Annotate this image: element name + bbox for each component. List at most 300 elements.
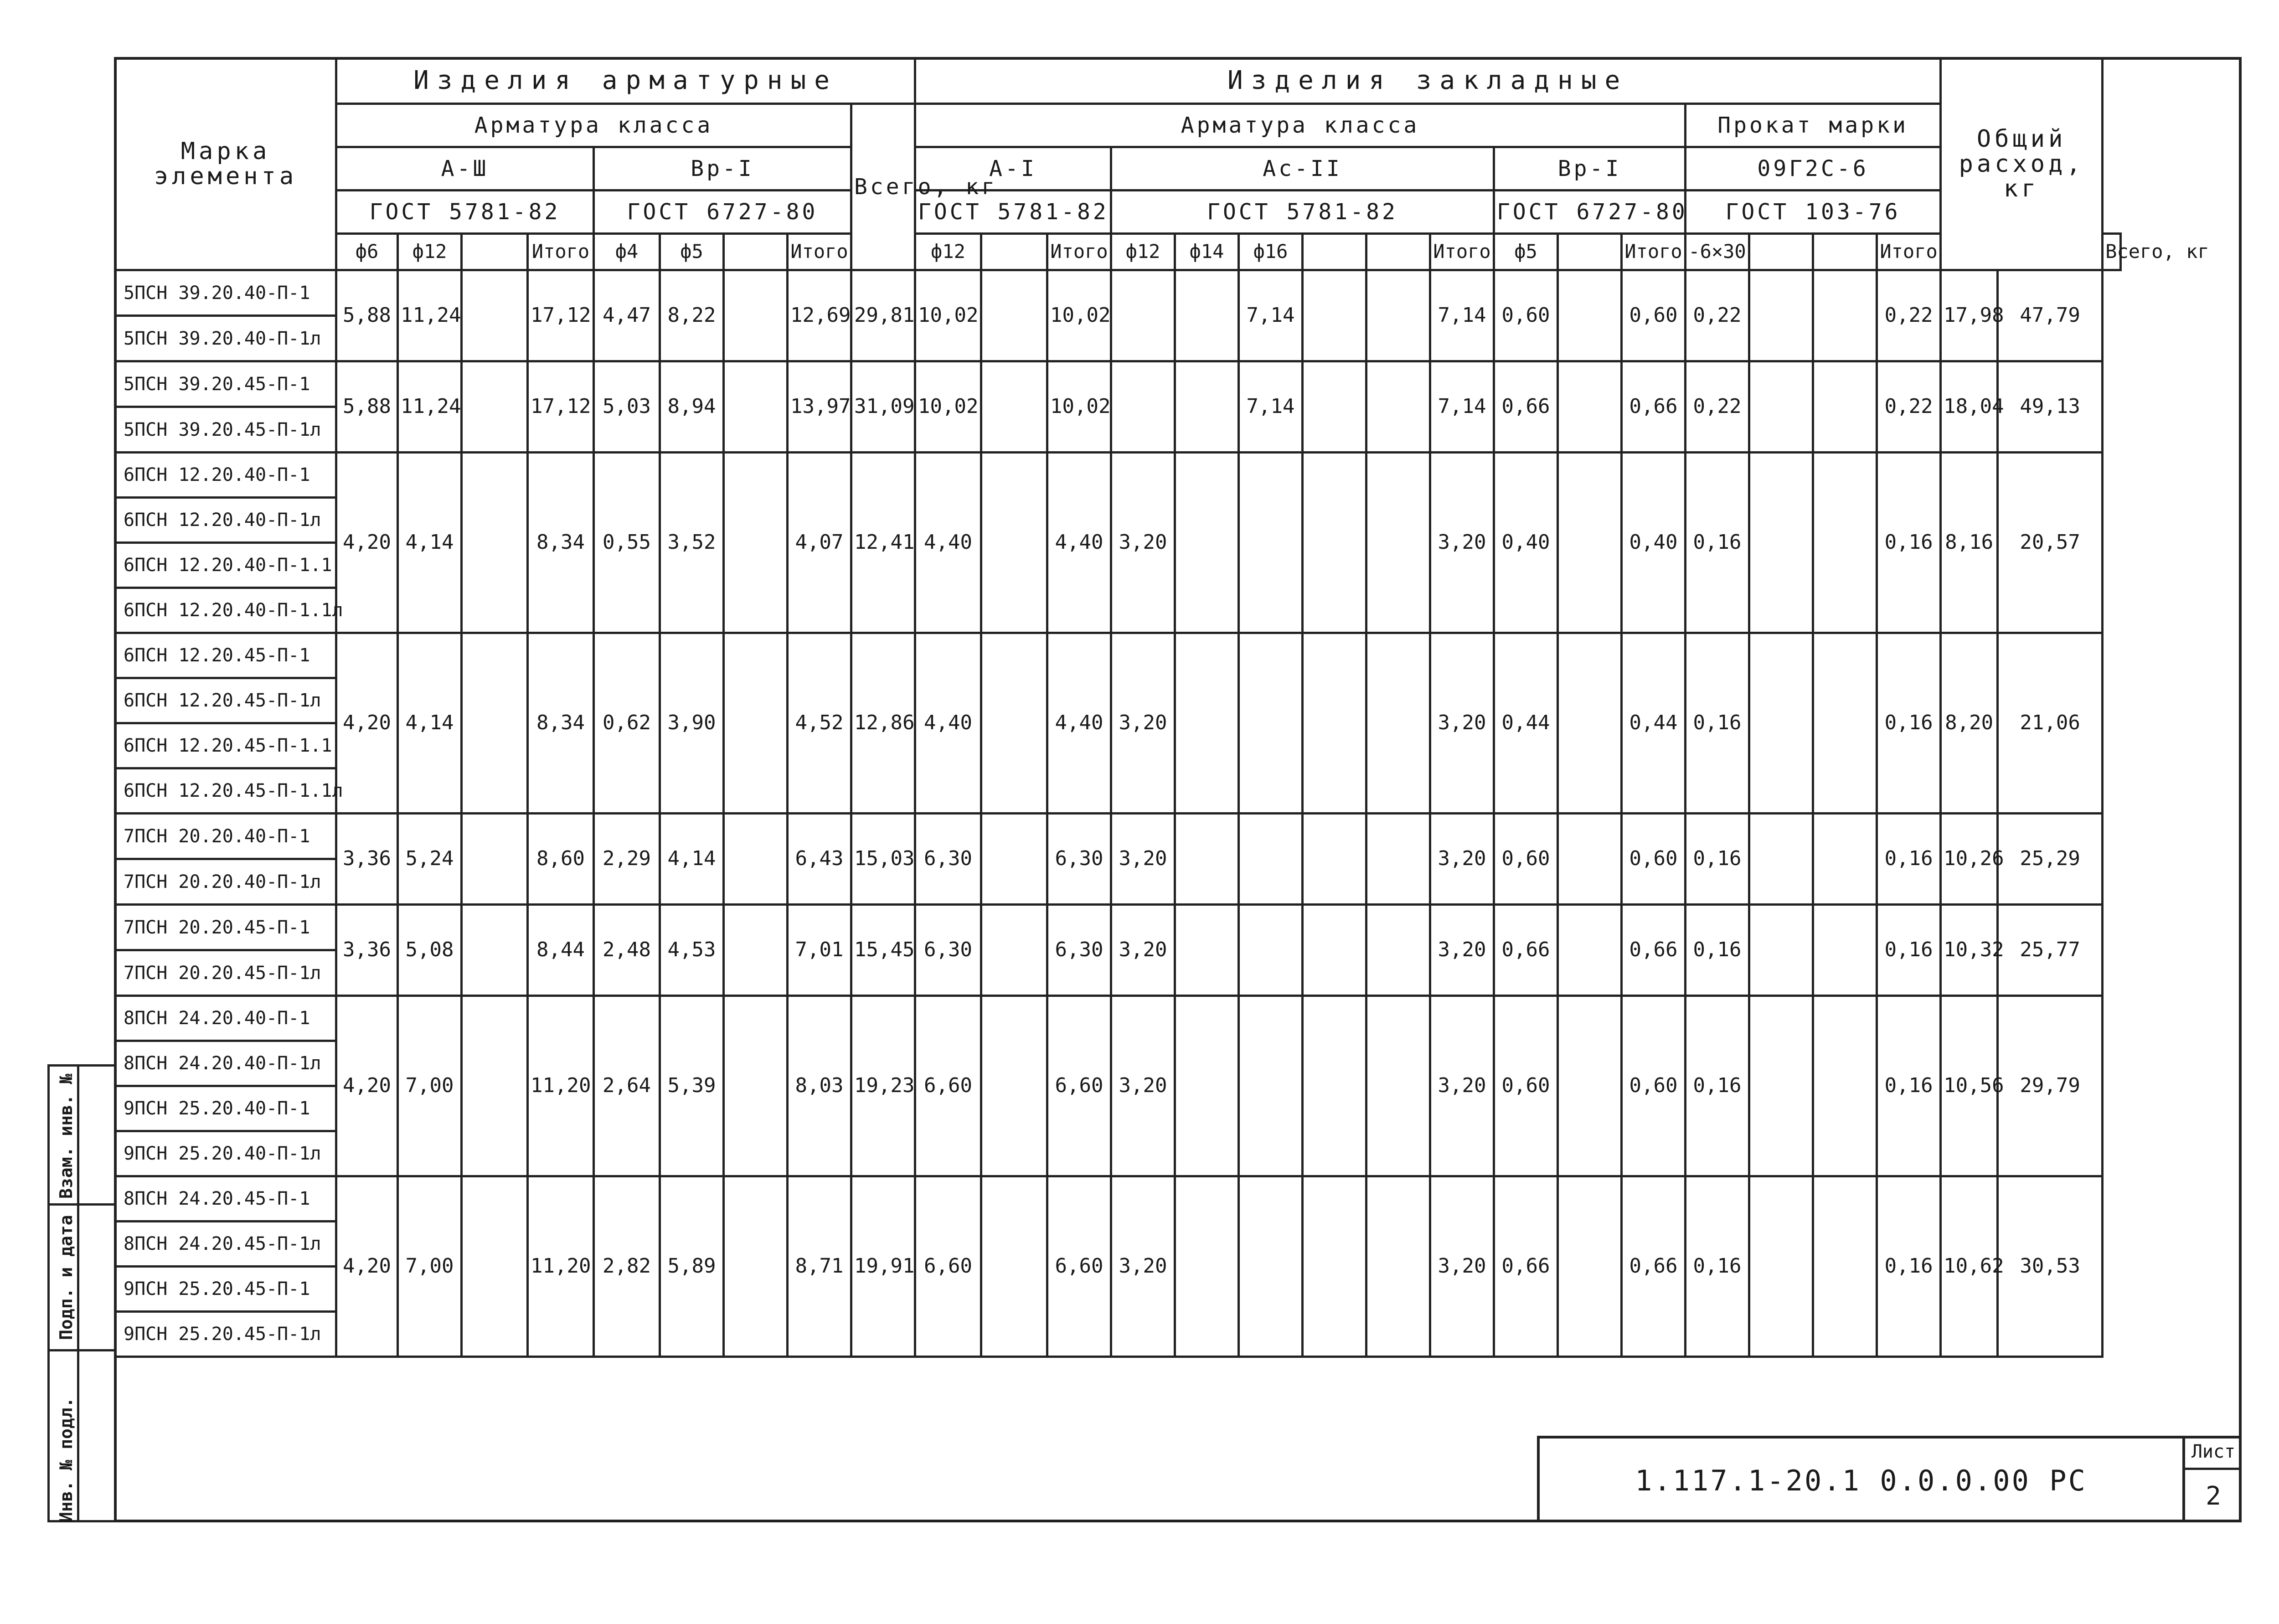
value-cell: 0,60 <box>1622 996 1686 1176</box>
rolled-grade-header: Прокат марки <box>1686 104 1941 147</box>
value-cell <box>462 996 528 1176</box>
value-cell: 10,02 <box>915 270 981 361</box>
armature-products-header: Изделия арматурные <box>336 58 915 104</box>
value-cell: 12,86 <box>851 633 915 814</box>
value-cell: 3,36 <box>336 814 398 905</box>
value-cell: 5,88 <box>336 361 398 453</box>
value-cell: 3,20 <box>1111 814 1175 905</box>
value-cell: 6,30 <box>1047 814 1111 905</box>
value-cell: 17,12 <box>528 270 594 361</box>
element-mark: 7ПСН 20.20.45-П-1 <box>115 905 336 950</box>
table-row <box>115 1176 2121 1222</box>
value-cell: 19,91 <box>851 1176 915 1357</box>
value-cell: 8,34 <box>528 453 594 633</box>
value-cell: 5,89 <box>660 1176 724 1357</box>
value-cell <box>724 814 788 905</box>
value-cell <box>1303 361 1366 453</box>
value-cell <box>1175 270 1239 361</box>
value-cell: 6,60 <box>1047 996 1111 1176</box>
value-cell <box>1558 453 1622 633</box>
value-cell: 10,32 <box>1941 905 1998 996</box>
value-cell <box>1111 361 1175 453</box>
value-cell: 8,16 <box>1941 453 1998 633</box>
sheet-number: 2 <box>2206 1481 2221 1511</box>
itogo-header: Итого <box>1430 234 1494 270</box>
value-cell <box>1558 270 1622 361</box>
value-cell <box>724 996 788 1176</box>
value-cell <box>1366 814 1430 905</box>
diam-header: ф6 <box>336 234 398 270</box>
gost-6727: ГОСТ 6727-80 <box>594 191 851 234</box>
value-cell <box>1366 633 1430 814</box>
value-cell: 20,57 <box>1998 453 2103 633</box>
embedded-products-header: Изделия закладные <box>915 58 1941 104</box>
value-cell: 8,94 <box>660 361 724 453</box>
mark-header: Марка элемента <box>115 58 336 270</box>
value-cell: 10,02 <box>915 361 981 453</box>
diam-header: ф16 <box>1239 234 1303 270</box>
element-mark: 6ПСН 12.20.40-П-1л <box>115 498 336 543</box>
value-cell: 0,16 <box>1877 905 1941 996</box>
value-cell: 7,01 <box>788 905 851 996</box>
value-cell: 10,02 <box>1047 270 1111 361</box>
value-cell: 6,30 <box>1047 905 1111 996</box>
value-cell: 6,60 <box>915 996 981 1176</box>
value-cell <box>1813 905 1877 996</box>
value-cell: 3,20 <box>1430 453 1494 633</box>
value-cell <box>1558 814 1622 905</box>
element-mark: 5ПСН 39.20.45-П-1 <box>115 361 336 407</box>
element-mark: 5ПСН 39.20.45-П-1л <box>115 407 336 453</box>
value-cell <box>1749 453 1813 633</box>
gost-5781-b: ГОСТ 5781-82 <box>915 191 1111 234</box>
value-cell: 6,30 <box>915 905 981 996</box>
value-cell <box>1175 996 1239 1176</box>
value-cell: 0,16 <box>1686 814 1749 905</box>
value-cell <box>724 633 788 814</box>
value-cell <box>1366 453 1430 633</box>
value-cell <box>1239 905 1303 996</box>
empty-header <box>1749 234 1813 270</box>
itogo-header: Итого <box>528 234 594 270</box>
value-cell: 6,30 <box>915 814 981 905</box>
value-cell <box>981 1176 1047 1357</box>
value-cell: 17,12 <box>528 361 594 453</box>
value-cell: 0,16 <box>1877 633 1941 814</box>
value-cell: 0,22 <box>1877 270 1941 361</box>
value-cell: 4,40 <box>915 453 981 633</box>
value-cell: 7,00 <box>398 1176 462 1357</box>
empty-header <box>1303 234 1366 270</box>
value-cell: 6,60 <box>915 1176 981 1357</box>
value-cell: 4,07 <box>788 453 851 633</box>
value-cell <box>1813 996 1877 1176</box>
element-mark: 6ПСН 12.20.45-П-1.1 <box>115 723 336 768</box>
value-cell: 17,98 <box>1941 270 1998 361</box>
value-cell: 0,66 <box>1494 1176 1558 1357</box>
value-cell: 0,16 <box>1686 905 1749 996</box>
value-cell: 4,20 <box>336 1176 398 1357</box>
value-cell <box>981 270 1047 361</box>
gost-6727-b: ГОСТ 6727-80 <box>1494 191 1686 234</box>
value-cell <box>1749 905 1813 996</box>
diam-header: ф12 <box>398 234 462 270</box>
value-cell <box>1175 361 1239 453</box>
value-cell <box>724 1176 788 1357</box>
value-cell: 3,36 <box>336 905 398 996</box>
empty-header <box>981 234 1047 270</box>
value-cell <box>462 270 528 361</box>
value-cell <box>1558 1176 1622 1357</box>
gost-103: ГОСТ 103-76 <box>1686 191 1941 234</box>
value-cell: 0,55 <box>594 453 660 633</box>
value-cell <box>462 814 528 905</box>
value-cell: 2,29 <box>594 814 660 905</box>
value-cell: 0,16 <box>1877 1176 1941 1357</box>
specification-table <box>114 57 2209 1358</box>
value-cell <box>1749 633 1813 814</box>
value-cell: 47,79 <box>1998 270 2103 361</box>
value-cell: 0,16 <box>1877 814 1941 905</box>
table-row <box>115 633 2121 678</box>
value-cell: 0,66 <box>1622 905 1686 996</box>
value-cell: 8,71 <box>788 1176 851 1357</box>
document-code: 1.117.1-20.1 0.0.0.00 РС <box>1635 1464 2087 1497</box>
value-cell: 0,22 <box>1877 361 1941 453</box>
value-cell <box>1239 996 1303 1176</box>
value-cell <box>462 361 528 453</box>
stamp-inv-podl: Инв. № подл. <box>56 1397 76 1522</box>
value-cell <box>1558 996 1622 1176</box>
value-cell <box>1558 633 1622 814</box>
value-cell: 0,60 <box>1494 814 1558 905</box>
value-cell: 5,24 <box>398 814 462 905</box>
value-cell <box>724 361 788 453</box>
value-cell <box>724 270 788 361</box>
value-cell <box>1175 453 1239 633</box>
empty-header <box>462 234 528 270</box>
empty-header <box>724 234 788 270</box>
value-cell <box>1239 453 1303 633</box>
element-mark: 8ПСН 24.20.40-П-1 <box>115 996 336 1041</box>
value-cell: 10,62 <box>1941 1176 1998 1357</box>
value-cell: 18,04 <box>1941 361 1998 453</box>
element-mark: 9ПСН 25.20.45-П-1 <box>115 1267 336 1312</box>
element-mark: 7ПСН 20.20.40-П-1 <box>115 814 336 859</box>
value-cell: 2,82 <box>594 1176 660 1357</box>
value-cell: 0,16 <box>1686 1176 1749 1357</box>
value-cell: 7,14 <box>1430 270 1494 361</box>
value-cell: 0,16 <box>1686 633 1749 814</box>
value-cell <box>1813 453 1877 633</box>
value-cell: 3,20 <box>1111 453 1175 633</box>
value-cell: 0,16 <box>1877 996 1941 1176</box>
value-cell: 4,14 <box>398 633 462 814</box>
element-mark: 9ПСН 25.20.45-П-1л <box>115 1312 336 1357</box>
value-cell <box>1749 270 1813 361</box>
total-kg-header: Всего, кг <box>851 104 915 270</box>
value-cell <box>981 361 1047 453</box>
value-cell: 5,08 <box>398 905 462 996</box>
value-cell: 25,29 <box>1998 814 2103 905</box>
value-cell: 7,00 <box>398 996 462 1176</box>
value-cell <box>981 453 1047 633</box>
value-cell: 8,44 <box>528 905 594 996</box>
value-cell: 4,47 <box>594 270 660 361</box>
value-cell: 0,62 <box>594 633 660 814</box>
diam-header: ф4 <box>594 234 660 270</box>
value-cell: 3,90 <box>660 633 724 814</box>
value-cell <box>1813 633 1877 814</box>
value-cell: 0,16 <box>1686 996 1749 1176</box>
element-mark: 5ПСН 39.20.40-П-1 <box>115 270 336 316</box>
value-cell: 0,60 <box>1494 996 1558 1176</box>
value-cell <box>1303 996 1366 1176</box>
element-mark: 6ПСН 12.20.40-П-1 <box>115 453 336 498</box>
value-cell <box>1366 1176 1430 1357</box>
value-cell: 0,60 <box>1494 270 1558 361</box>
element-mark: 8ПСН 24.20.45-П-1 <box>115 1176 336 1222</box>
value-cell <box>1303 633 1366 814</box>
element-mark: 7ПСН 20.20.45-П-1л <box>115 950 336 996</box>
value-cell: 7,14 <box>1239 361 1303 453</box>
value-cell: 3,20 <box>1430 814 1494 905</box>
element-mark: 8ПСН 24.20.40-П-1л <box>115 1041 336 1086</box>
value-cell: 0,44 <box>1494 633 1558 814</box>
value-cell <box>462 905 528 996</box>
value-cell: 4,40 <box>915 633 981 814</box>
value-cell: 3,20 <box>1111 633 1175 814</box>
value-cell: 15,45 <box>851 905 915 996</box>
value-cell: 11,20 <box>528 996 594 1176</box>
value-cell: 6,60 <box>1047 1176 1111 1357</box>
element-mark: 6ПСН 12.20.40-П-1.1л <box>115 588 336 633</box>
element-mark: 6ПСН 12.20.40-П-1.1 <box>115 543 336 588</box>
value-cell <box>462 1176 528 1357</box>
element-mark: 6ПСН 12.20.45-П-1л <box>115 678 336 723</box>
class-vr1: Вр-I <box>594 147 851 191</box>
diam-header: ф5 <box>660 234 724 270</box>
value-cell <box>1558 361 1622 453</box>
value-cell <box>1303 1176 1366 1357</box>
value-cell <box>981 633 1047 814</box>
itogo-header: Итого <box>788 234 851 270</box>
value-cell: 8,22 <box>660 270 724 361</box>
value-cell: 6,43 <box>788 814 851 905</box>
value-cell: 4,52 <box>788 633 851 814</box>
table-row <box>115 905 2121 950</box>
value-cell: 13,97 <box>788 361 851 453</box>
value-cell: 30,53 <box>1998 1176 2103 1357</box>
value-cell <box>1239 1176 1303 1357</box>
value-cell: 0,60 <box>1622 814 1686 905</box>
class-a3: А-Ш <box>336 147 594 191</box>
value-cell: 0,16 <box>1877 453 1941 633</box>
value-cell <box>1175 814 1239 905</box>
value-cell <box>1813 814 1877 905</box>
value-cell <box>462 633 528 814</box>
value-cell: 29,81 <box>851 270 915 361</box>
value-cell <box>1303 453 1366 633</box>
value-cell: 19,23 <box>851 996 915 1176</box>
value-cell: 0,16 <box>1686 453 1749 633</box>
gost-5781-c: ГОСТ 5781-82 <box>1111 191 1494 234</box>
diam-header: ф14 <box>1175 234 1239 270</box>
value-cell: 4,20 <box>336 633 398 814</box>
element-mark: 6ПСН 12.20.45-П-1 <box>115 633 336 678</box>
value-cell: 7,14 <box>1430 361 1494 453</box>
value-cell: 4,40 <box>1047 633 1111 814</box>
overall-header: Общий расход, кг <box>1941 58 2103 270</box>
value-cell: 3,20 <box>1111 996 1175 1176</box>
class-a1: А-I <box>915 147 1111 191</box>
gost-5781: ГОСТ 5781-82 <box>336 191 594 234</box>
value-cell <box>1813 270 1877 361</box>
value-cell: 3,20 <box>1111 905 1175 996</box>
table-row <box>115 361 2121 407</box>
value-cell <box>724 453 788 633</box>
value-cell <box>1175 1176 1239 1357</box>
value-cell: 10,56 <box>1941 996 1998 1176</box>
value-cell: 8,34 <box>528 633 594 814</box>
value-cell: 0,22 <box>1686 361 1749 453</box>
value-cell <box>724 905 788 996</box>
value-cell: 0,40 <box>1622 453 1686 633</box>
itogo-header: Итого <box>1622 234 1686 270</box>
value-cell: 8,03 <box>788 996 851 1176</box>
value-cell: 4,40 <box>1047 453 1111 633</box>
element-mark: 9ПСН 25.20.40-П-1 <box>115 1086 336 1131</box>
stamp-vzam-inv: Взам. инв. № <box>56 1073 76 1199</box>
value-cell: 3,20 <box>1430 996 1494 1176</box>
value-cell <box>1366 361 1430 453</box>
side-stamp <box>47 1064 117 1522</box>
value-cell: 11,24 <box>398 361 462 453</box>
armature-class-header-2: Арматура класса <box>915 104 1686 147</box>
value-cell <box>981 814 1047 905</box>
value-cell <box>981 996 1047 1176</box>
element-mark: 8ПСН 24.20.45-П-1л <box>115 1222 336 1267</box>
steel-grade: 09Г2С-6 <box>1686 147 1941 191</box>
value-cell: 49,13 <box>1998 361 2103 453</box>
value-cell <box>1366 905 1430 996</box>
value-cell: 3,20 <box>1430 1176 1494 1357</box>
value-cell <box>1303 905 1366 996</box>
diam-header: ф5 <box>1494 234 1558 270</box>
value-cell: 12,41 <box>851 453 915 633</box>
strip-header: -6×30 <box>1686 234 1749 270</box>
empty-header <box>1366 234 1430 270</box>
value-cell: 7,14 <box>1239 270 1303 361</box>
value-cell: 2,64 <box>594 996 660 1176</box>
value-cell: 5,39 <box>660 996 724 1176</box>
armature-class-header: Арматура класса <box>336 104 851 147</box>
value-cell: 0,66 <box>1622 361 1686 453</box>
value-cell: 29,79 <box>1998 996 2103 1176</box>
value-cell <box>1111 270 1175 361</box>
value-cell <box>1366 270 1430 361</box>
value-cell <box>1749 996 1813 1176</box>
value-cell: 4,53 <box>660 905 724 996</box>
empty-header <box>1813 234 1877 270</box>
value-cell: 4,20 <box>336 453 398 633</box>
value-cell: 31,09 <box>851 361 915 453</box>
sheet-label: Лист <box>2185 1436 2242 1470</box>
element-mark: 5ПСН 39.20.40-П-1л <box>115 316 336 361</box>
value-cell: 0,60 <box>1622 270 1686 361</box>
value-cell <box>1175 905 1239 996</box>
value-cell <box>1303 814 1366 905</box>
stamp-podp-data: Подп. и дата <box>56 1215 76 1340</box>
value-cell: 8,20 <box>1941 633 1998 814</box>
table-row <box>115 453 2121 498</box>
element-mark: 6ПСН 12.20.45-П-1.1л <box>115 768 336 814</box>
value-cell: 3,52 <box>660 453 724 633</box>
value-cell: 0,66 <box>1622 1176 1686 1357</box>
value-cell <box>1239 814 1303 905</box>
value-cell: 25,77 <box>1998 905 2103 996</box>
value-cell <box>981 905 1047 996</box>
element-mark: 9ПСН 25.20.40-П-1л <box>115 1131 336 1176</box>
value-cell: 3,20 <box>1430 905 1494 996</box>
sheet-box <box>2182 1436 2242 1522</box>
title-block <box>1537 1436 2242 1522</box>
table-row <box>115 996 2121 1041</box>
value-cell <box>1749 814 1813 905</box>
value-cell: 11,24 <box>398 270 462 361</box>
value-cell: 4,20 <box>336 996 398 1176</box>
value-cell <box>1813 361 1877 453</box>
table-row <box>115 814 2121 859</box>
value-cell: 10,02 <box>1047 361 1111 453</box>
diam-header: ф12 <box>1111 234 1175 270</box>
value-cell: 3,20 <box>1430 633 1494 814</box>
value-cell <box>1749 361 1813 453</box>
value-cell: 5,03 <box>594 361 660 453</box>
value-cell: 0,40 <box>1494 453 1558 633</box>
value-cell: 2,48 <box>594 905 660 996</box>
element-mark: 7ПСН 20.20.40-П-1л <box>115 859 336 905</box>
value-cell: 3,20 <box>1111 1176 1175 1357</box>
value-cell: 12,69 <box>788 270 851 361</box>
value-cell: 8,60 <box>528 814 594 905</box>
itogo-header: Итого <box>1877 234 1941 270</box>
value-cell <box>1175 633 1239 814</box>
empty-header <box>1558 234 1622 270</box>
value-cell <box>1813 1176 1877 1357</box>
value-cell: 15,03 <box>851 814 915 905</box>
table-row <box>115 270 2121 316</box>
diam-header: ф12 <box>915 234 981 270</box>
value-cell: 4,14 <box>660 814 724 905</box>
class-ac2: Ас-II <box>1111 147 1494 191</box>
value-cell <box>1239 633 1303 814</box>
value-cell: 0,66 <box>1494 905 1558 996</box>
value-cell: 4,14 <box>398 453 462 633</box>
value-cell <box>1558 905 1622 996</box>
value-cell: 21,06 <box>1998 633 2103 814</box>
value-cell <box>1303 270 1366 361</box>
value-cell <box>1749 1176 1813 1357</box>
value-cell: 0,22 <box>1686 270 1749 361</box>
value-cell: 0,66 <box>1494 361 1558 453</box>
value-cell: 5,88 <box>336 270 398 361</box>
class-vr1-b: Вр-I <box>1494 147 1686 191</box>
value-cell: 0,44 <box>1622 633 1686 814</box>
total-kg-header-2: Всего, кг <box>2103 234 2121 270</box>
value-cell: 10,26 <box>1941 814 1998 905</box>
itogo-header: Итого <box>1047 234 1111 270</box>
